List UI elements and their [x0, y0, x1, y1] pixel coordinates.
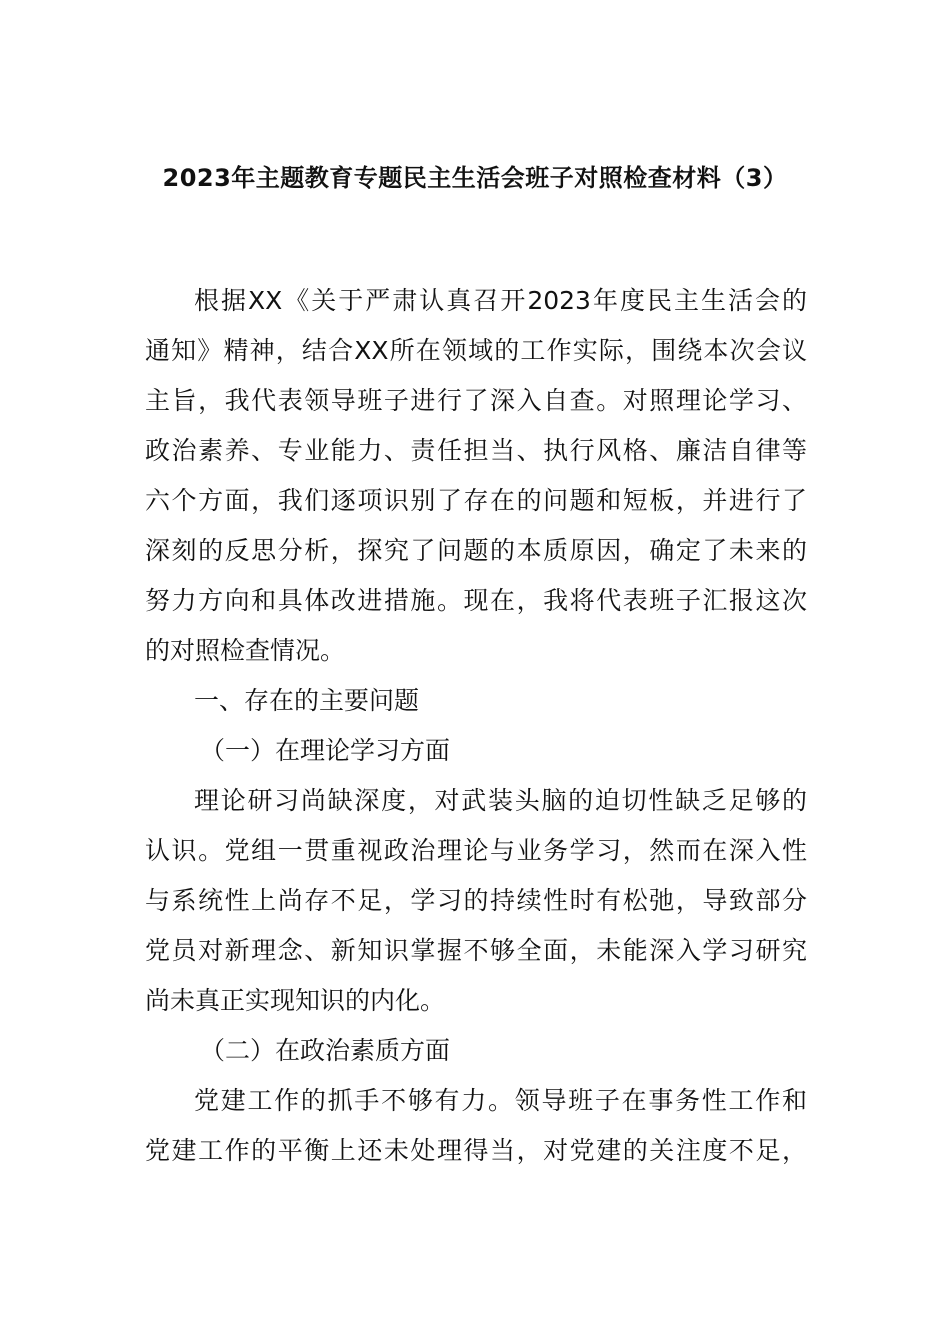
paragraph-line: 认识。党组一贯重视政治理论与业务学习，然而在深入性 — [145, 836, 807, 865]
paragraph-line: 通知》精神，结合XX所在领域的工作实际，围绕本次会议 — [145, 336, 807, 365]
subsection-heading: （二）在政治素质方面 — [200, 1036, 451, 1065]
paragraph-line: 与系统性上尚存不足，学习的持续性时有松弛，导致部分 — [145, 886, 807, 915]
section-heading: 一、存在的主要问题 — [194, 686, 420, 715]
paragraph-line: 党员对新理念、新知识掌握不够全面，未能深入学习研究 — [145, 936, 807, 965]
paragraph-line: 主旨，我代表领导班子进行了深入自查。对照理论学习、 — [145, 386, 807, 415]
paragraph-line: 六个方面，我们逐项识别了存在的问题和短板，并进行了 — [145, 486, 807, 515]
paragraph-line: 尚未真正实现知识的内化。 — [145, 986, 446, 1015]
paragraph-line: 的对照检查情况。 — [145, 636, 346, 665]
paragraph-line: 努力方向和具体改进措施。现在，我将代表班子汇报这次 — [145, 586, 807, 615]
paragraph-line: 党建工作的抓手不够有力。领导班子在事务性工作和 — [194, 1086, 807, 1115]
paragraph-line: 政治素养、专业能力、责任担当、执行风格、廉洁自律等 — [145, 436, 807, 465]
paragraph-line: 党建工作的平衡上还未处理得当，对党建的关注度不足， — [145, 1136, 807, 1165]
paragraph-line: 根据XX《关于严肃认真召开2023年度民主生活会的 — [194, 286, 807, 315]
paragraph-line: 深刻的反思分析，探究了问题的本质原因，确定了未来的 — [145, 536, 807, 565]
document-title: 2023年主题教育专题民主生活会班子对照检查材料（3） — [162, 164, 788, 192]
paragraph-line: 理论研习尚缺深度，对武装头脑的迫切性缺乏足够的 — [194, 786, 807, 815]
subsection-heading: （一）在理论学习方面 — [200, 736, 451, 765]
